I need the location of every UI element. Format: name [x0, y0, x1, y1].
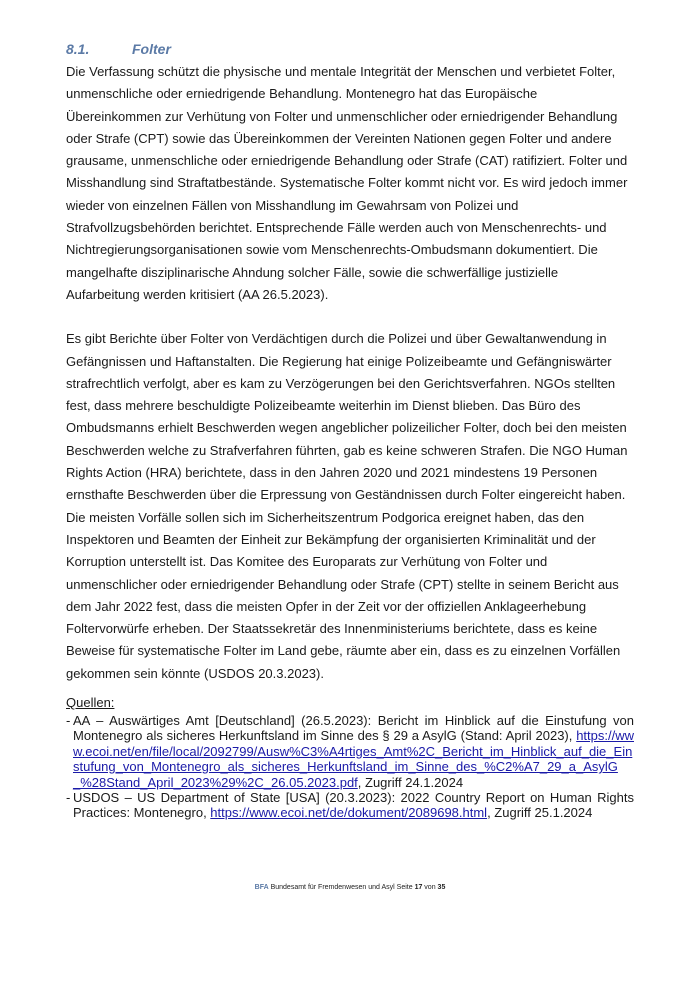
- paragraph-1: Die Verfassung schützt die physische und mentale Integrität der Menschen und verbietet Folter, unmenschliche oder erniedrigende Behandlung. Montenegro hat das Europäische Übereinkommen zur Verhütung von Folter und unmenschlicher oder erniedrigender Behandlung oder Strafe (CPT) sowie das Übereinkommen der Vereinten Nationen gegen Folter und andere grausame, unmenschliche oder erniedrigende Behandlung oder Strafe (CAT) ratifiziert. Folter und Misshandlung sind Straftatbestände. Systematische Folter kommt nicht vor. Es wird jedoch immer wieder von einzelnen Fällen von Misshandlung im Gewahrsam von Polizei und Strafvollzugsbehörden berichtet. Entsprechende Fälle werden auch von Menschenrechts- und Nichtregierungsorganisationen sowie vom Menschenrechts-Ombudsmann dokumentiert. Die mangelhafte disziplinarische Ahndung solcher Fälle, sowie die schwerfällige justizielle Aufarbeitung werden kritisiert (AA 26.5.2023).: [66, 64, 628, 302]
- source-access-date: , Zugriff 25.1.2024: [487, 805, 593, 821]
- source-link[interactable]: https://www.ecoi.net/de/dokument/2089698.html: [210, 805, 488, 821]
- sources-heading: Quellen:: [66, 695, 115, 711]
- footer-page-total: 35: [437, 884, 446, 891]
- bfa-logo-text: BFA: [254, 884, 269, 891]
- section-heading: [66, 38, 634, 60]
- paragraph-spacer: [66, 306, 634, 328]
- source-text: USDOS – US Department of State [USA] (20.3.2023): 2022 Country Report on Human Rights Practices: Montenegro,: [73, 790, 634, 821]
- list-dash: -: [66, 790, 71, 806]
- section-title: Folter: [132, 41, 171, 57]
- page-footer: [0, 884, 700, 891]
- source-text: AA – Auswärtiges Amt [Deutschland] (26.5.2023): Bericht im Hinblick auf die Einstufung von Montenegro als sicheres Herkunftsland im Sinne des § 29 a AsylG (Stand: April 2023),: [73, 713, 634, 744]
- source-access-date: , Zugriff 24.1.2024: [357, 774, 464, 790]
- paragraph-2: Es gibt Berichte über Folter von Verdächtigen durch die Polizei und über Gewaltanwendung in Gefängnissen und Haftanstalten. Die Regierung hat einige Polizeibeamte und Gefängniswärter strafrechtlich verfolgt, aber es kam zu Verzögerungen bei den Gerichtsverfahren. NGOs stellten fest, dass mehrere beschuldigte Polizeibeamte weiterhin im Dienst blieben. Das Büro des Ombudsmanns erhielt Beschwerden wegen angeblicher polizeilicher Folter, doch bei den meisten Beschwerden welche zu Strafverfahren führten, gab es keine schweren Strafen. Die NGO Human Rights Action (HRA) berichtete, dass in den Jahren 2020 und 2021 mindestens 19 Personen ernsthafte Beschwerden über die Erpressung von Geständnissen durch Folter eingereicht haben. Die meisten Vorfälle sollen sich im Sicherheitszentrum Podgorica ereignet haben, das den Inspektoren und Beamten der Einheit zur Bekämpfung der organisierten Kriminalität und der Korruption unterstellt ist. Das Komitee des Europarats zur Verhütung von Folter und unmenschlicher oder erniedrigender Behandlung oder Strafe (CPT) stellte in seinem Bericht aus dem Jahr 2022 fest, dass die meisten Opfer in der Zeit vor der offiziellen Anklageerhebung Foltervorwürfe erheben. Der Staatssekretär des Innenministeriums berichtete, dass es keine Beweise für systematische Folter im Land gebe, räumte aber ein, dass es zu einzelnen Vorfällen gekommen sein könnte (USDOS 20.3.2023).: [66, 331, 628, 681]
- footer-of: von: [422, 884, 438, 891]
- sources-list: [66, 713, 634, 821]
- list-dash: -: [66, 713, 71, 729]
- source-item: [66, 713, 634, 790]
- source-item: [66, 790, 634, 821]
- footer-org: Bundesamt für Fremdenwesen und Asyl Seite: [268, 884, 415, 891]
- section-number: 8.1.: [66, 41, 90, 57]
- footer-page-number: 17: [414, 884, 423, 891]
- source-link[interactable]: https://www.ecoi.net/en/file/local/2092799/Ausw%C3%A4rtiges_Amt%2C_Bericht_im_Hinblick_auf_die_Einstufung_von_Montenegro_als_sicheres_Herkunftsland_im_Sinne_des_%C2%A7_29_a_AsylG_%28Stand_April_2023%29%2C_26.05.2023.pdf: [73, 728, 634, 790]
- document-page: [66, 38, 634, 821]
